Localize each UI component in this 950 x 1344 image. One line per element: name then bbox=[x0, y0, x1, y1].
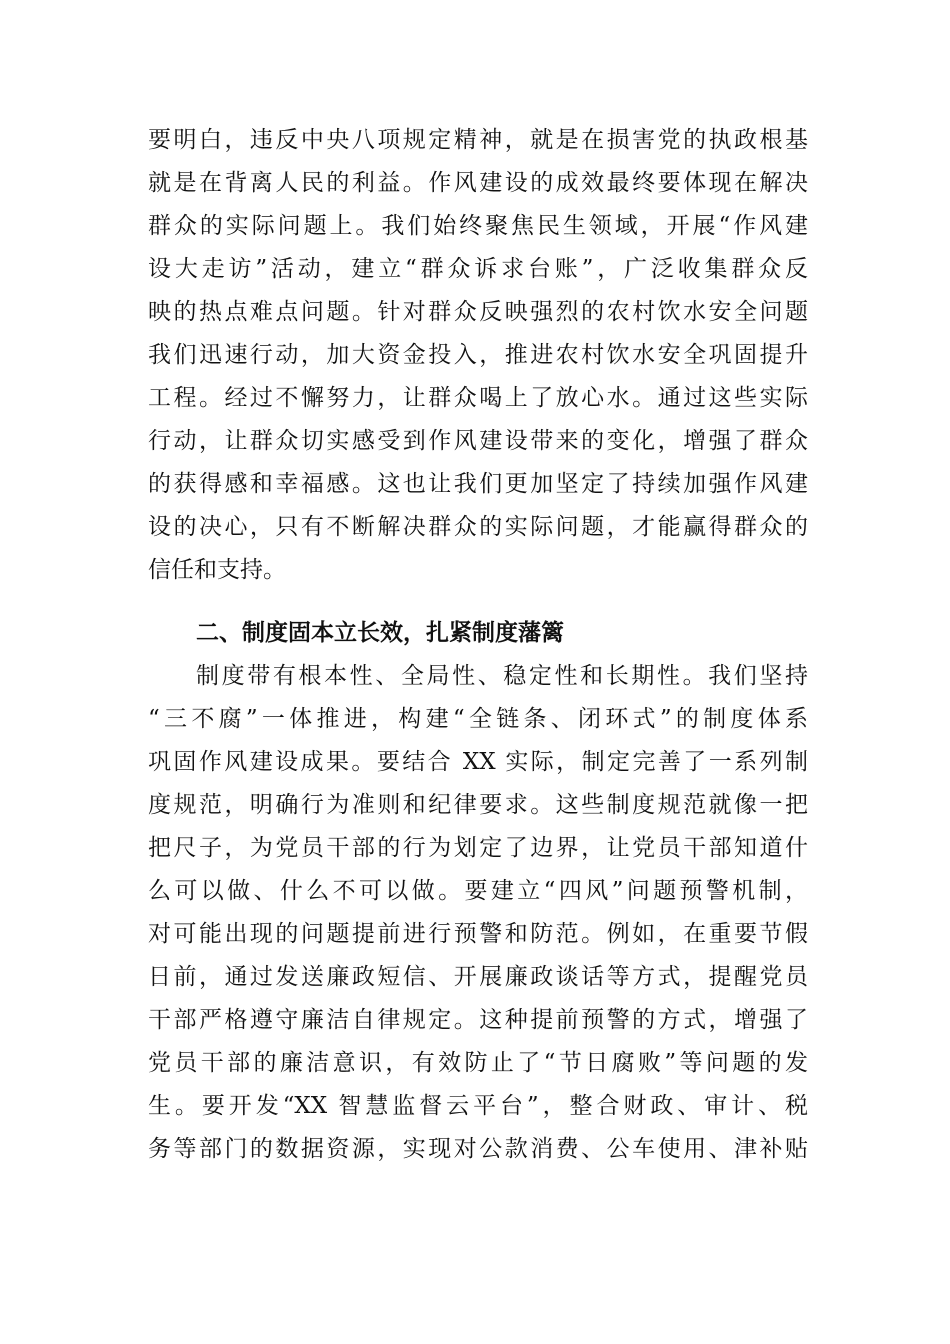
paragraph-line: 设大走访”活动，建立“群众诉求台账”，广泛收集群众反 bbox=[148, 256, 808, 282]
paragraph-line: 么可以做、什么不可以做。要建立“四风”问题预警机制， bbox=[148, 878, 808, 904]
paragraph-line: 的获得感和幸福感。这也让我们更加坚定了持续加强作风建 bbox=[148, 471, 808, 497]
paragraph-line: 工程。经过不懈努力，让群众喝上了放心水。通过这些实际 bbox=[148, 385, 808, 411]
paragraph-line: 生。要开发“XX 智慧监督云平台”，整合财政、审计、税 bbox=[148, 1093, 808, 1119]
paragraph-line: 群众的实际问题上。我们始终聚焦民生领域，开展“作风建 bbox=[148, 213, 808, 239]
paragraph-line: 信任和支持。 bbox=[148, 557, 286, 583]
section-heading: 二、制度固本立长效，扎紧制度藩篱 bbox=[196, 620, 564, 646]
paragraph-line: 就是在背离人民的利益。作风建设的成效最终要体现在解决 bbox=[148, 170, 808, 196]
paragraph-line: 行动，让群众切实感受到作风建设带来的变化，增强了群众 bbox=[148, 428, 808, 454]
paragraph-line: 对可能出现的问题提前进行预警和防范。例如，在重要节假 bbox=[148, 921, 808, 947]
paragraph-line: 度规范，明确行为准则和纪律要求。这些制度规范就像一把 bbox=[148, 792, 808, 818]
paragraph-line: 映的热点难点问题。针对群众反映强烈的农村饮水安全问题 bbox=[148, 299, 808, 325]
paragraph-line: 干部严格遵守廉洁自律规定。这种提前预警的方式，增强了 bbox=[148, 1007, 808, 1033]
paragraph-line: 设的决心，只有不断解决群众的实际问题，才能赢得群众的 bbox=[148, 514, 808, 540]
paragraph-line: 我们迅速行动，加大资金投入，推进农村饮水安全巩固提升 bbox=[148, 342, 808, 368]
paragraph-line: 巩固作风建设成果。要结合 XX 实际，制定完善了一系列制 bbox=[148, 749, 808, 775]
paragraph-line: 党员干部的廉洁意识，有效防止了“节日腐败”等问题的发 bbox=[148, 1050, 808, 1076]
paragraph-line: 要明白，违反中央八项规定精神，就是在损害党的执政根基 bbox=[148, 127, 808, 153]
paragraph-line: 制度带有根本性、全局性、稳定性和长期性。我们坚持 bbox=[196, 663, 808, 689]
paragraph-line: 把尺子，为党员干部的行为划定了边界，让党员干部知道什 bbox=[148, 835, 808, 861]
paragraph-line: 日前，通过发送廉政短信、开展廉政谈话等方式，提醒党员 bbox=[148, 964, 808, 990]
paragraph-line: 务等部门的数据资源，实现对公款消费、公车使用、津补贴 bbox=[148, 1136, 808, 1162]
paragraph-line: “三不腐”一体推进，构建“全链条、闭环式”的制度体系 bbox=[148, 706, 808, 732]
